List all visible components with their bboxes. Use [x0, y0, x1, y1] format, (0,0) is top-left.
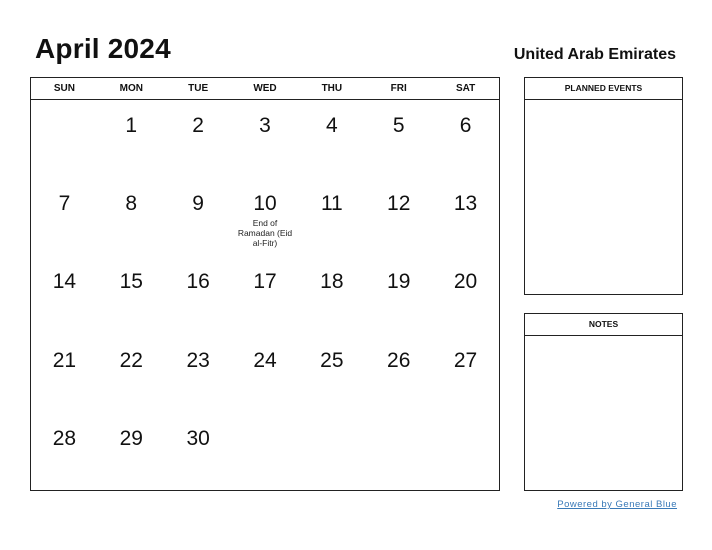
day-cell	[165, 100, 232, 178]
holiday-label: End of Ramadan (Eid al-Fitr)	[237, 218, 293, 249]
weekday-sun: SUN	[53, 83, 75, 94]
calendar-grid	[30, 77, 500, 491]
day-cell	[165, 178, 232, 256]
weekday-sat: SAT	[455, 83, 476, 94]
day-cell	[432, 100, 499, 178]
day-cell	[298, 335, 365, 413]
notes-heading: NOTES	[525, 314, 682, 336]
day-cell	[432, 256, 499, 334]
day-cell	[31, 100, 98, 178]
day-number: 8	[125, 192, 138, 216]
planned-events-heading: PLANNED EVENTS	[525, 78, 682, 100]
day-cell	[232, 100, 299, 178]
day-cell	[98, 413, 165, 491]
day-number: 1	[125, 114, 138, 137]
day-number: 24	[253, 348, 277, 372]
day-cell	[365, 413, 432, 491]
month-title: April 2024	[35, 33, 171, 64]
day-number: 21	[52, 348, 77, 372]
day-cell	[298, 100, 365, 178]
day-cell	[98, 335, 165, 413]
day-number: 27	[453, 348, 478, 372]
weekday-mon: MON	[119, 83, 143, 94]
day-number: 23	[186, 348, 210, 372]
day-cell	[365, 178, 432, 256]
day-number: 14	[52, 270, 77, 294]
weekday-wed: WED	[253, 83, 277, 94]
day-number: 29	[119, 426, 143, 450]
day-number: 30	[186, 426, 210, 450]
day-number: 20	[453, 270, 478, 294]
day-cell	[31, 256, 98, 334]
day-number: 6	[459, 114, 472, 137]
day-cell	[31, 178, 98, 256]
weekday-tue: TUE	[188, 83, 209, 94]
day-number: 9	[192, 192, 204, 216]
day-number: 16	[186, 270, 210, 294]
day-number: 28	[52, 426, 77, 450]
day-cell	[298, 256, 365, 334]
day-cell	[432, 413, 499, 491]
day-number: 18	[320, 270, 344, 294]
day-cell	[165, 413, 232, 491]
weekday-header	[31, 78, 499, 100]
day-cell	[98, 256, 165, 334]
day-cell	[232, 178, 299, 256]
day-cell	[298, 178, 365, 256]
day-cell	[365, 335, 432, 413]
day-cell	[365, 100, 432, 178]
day-cell	[298, 413, 365, 491]
day-number: 22	[119, 348, 143, 372]
planned-events-panel	[524, 77, 683, 295]
day-number: 13	[453, 192, 478, 216]
day-number: 4	[326, 114, 338, 137]
day-number: 26	[387, 348, 411, 372]
day-grid	[31, 100, 499, 491]
day-number: 7	[58, 192, 71, 216]
day-cell	[165, 256, 232, 334]
day-number: 15	[119, 270, 143, 294]
day-cell	[232, 413, 299, 491]
day-cell	[98, 100, 165, 178]
day-cell	[165, 335, 232, 413]
day-cell	[31, 335, 98, 413]
day-number: 5	[392, 114, 405, 137]
day-cell	[365, 256, 432, 334]
day-cell	[432, 178, 499, 256]
day-number: 2	[192, 114, 204, 137]
day-cell	[31, 413, 98, 491]
day-cell	[432, 335, 499, 413]
day-number: 11	[320, 192, 343, 216]
day-cell	[98, 178, 165, 256]
day-number: 3	[259, 114, 271, 137]
day-number: 17	[253, 270, 277, 294]
country-label: United Arab Emirates	[513, 46, 676, 63]
day-cell	[232, 256, 299, 334]
day-number: 12	[387, 192, 411, 216]
day-number: 19	[387, 270, 411, 294]
weekday-fri: FRI	[390, 83, 407, 94]
day-number: 25	[320, 348, 344, 372]
powered-by-link[interactable]: Powered by General Blue	[557, 499, 677, 510]
day-cell	[232, 335, 299, 413]
notes-panel	[524, 313, 683, 491]
weekday-thu: THU	[321, 83, 343, 94]
day-number: 10	[253, 192, 277, 216]
